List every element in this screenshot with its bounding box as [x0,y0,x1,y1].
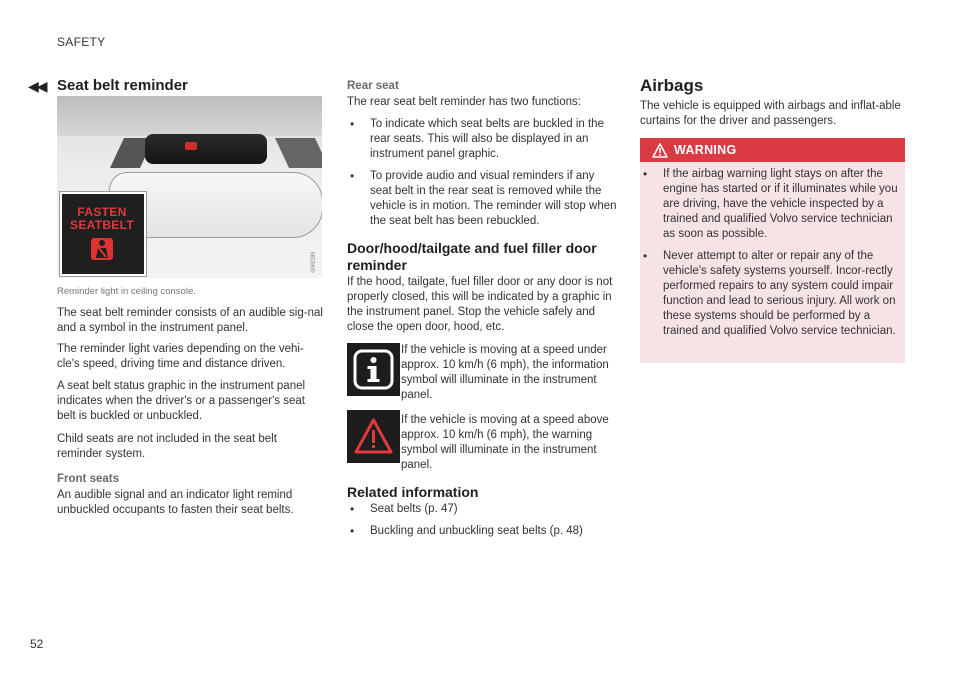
door-reminder-title-line2: reminder [347,257,407,273]
airbags-intro: The vehicle is equipped with airbags and inflat-able curtains for the driver and passengers. [640,100,901,127]
list-item: • To provide audio and visual reminders if any seat belt in the rear seat is removed while the vehicle is in motion. The reminder will stop when the seat belt has been rebuckled. [347,169,617,229]
photo-roof [57,96,322,136]
related-links [347,502,622,539]
photo-pillar [275,138,322,168]
door-reminder-text: If the hood, tailgate, fuel filler door or any door is not properly closed, this will be indicated by a graphic in the instrument panel. Stop the vehicle safely and close the open door, hood, etc. [347,276,613,333]
warning-label: WARNING [674,143,737,157]
list-item: • If the airbag warning light stays on after the engine has started or if it illuminates while you are driving, have the vehicle inspected by a trained and qualified Volvo service technician as soon as possible. [640,167,898,242]
door-reminder-title [347,240,622,274]
warning-header [640,138,905,162]
warning-list [640,167,898,339]
seatbelt-icon [91,238,113,260]
warning-symbol-text: If the vehicle is moving at a speed above approx. 10 km/h (6 mph), the warning symbol will illuminate in the instrument panel. [401,414,609,471]
list-item: • To indicate which seat belts are buckled in the rear seats. This will also be displayed in an instrument panel graphic. [347,117,617,162]
info-symbol-text: If the vehicle is moving at a speed under approx. 10 km/h (6 mph), the information symbol will illuminate in the instrument panel. [401,344,609,401]
rear-seat-list [347,117,617,229]
related-information-title: Related information [347,484,479,500]
fasten-seatbelt-text: FASTEN SEATBELT [70,205,134,232]
page-number: 52 [30,637,44,651]
related-link-buckling[interactable]: • Buckling and unbuckling seat belts (p. 48) [347,524,622,539]
rear-seat-intro: The rear seat belt reminder has two functions: [347,96,581,108]
front-seats-text: An audible signal and an indicator light remind unbuckled occupants to fasten their seat belts. [57,489,294,516]
seatbelt-light-icon [185,142,197,150]
paragraph: The reminder light varies depending on the vehi-cle's speed, driving time and distance driven. [57,343,304,370]
image-caption: Reminder light in ceiling console. [57,286,196,297]
seat-belt-reminder-title: Seat belt reminder [57,77,188,94]
fasten-seatbelt-inset [60,192,146,276]
rear-seat-heading: Rear seat [347,80,399,92]
ceiling-console-photo [57,96,322,278]
related-link-seat-belts[interactable]: • Seat belts (p. 47) [347,502,622,517]
door-reminder-title-line1: Door/hood/tailgate and fuel filler door [347,240,597,256]
paragraph: Child seats are not included in the seat belt reminder system. [57,433,277,460]
information-icon [347,343,400,396]
front-seats-heading: Front seats [57,473,119,485]
paragraph: The seat belt reminder consists of an audible sig-nal and a symbol in the instrument panel. [57,307,323,334]
continued-from-previous-icon: ◀◀ [28,78,46,94]
warning-box [640,138,905,363]
paragraph: A seat belt status graphic in the instrument panel indicates when the driver's or a passenger's seat belt is buckled or unbuckled. [57,380,306,422]
list-item: • Never attempt to alter or repair any of the vehicle's safety systems yourself. Incor-rectly performed repairs to any system could impair function and lead to serious injury. All work on these systems should be performed by a trained and qualified Volvo service technician. [640,249,898,339]
ceiling-console [145,134,267,164]
figure-id: G062193 [311,252,317,273]
airbags-title: Airbags [640,76,704,95]
warning-triangle-icon [347,410,400,463]
section-header: SAFETY [57,35,106,49]
